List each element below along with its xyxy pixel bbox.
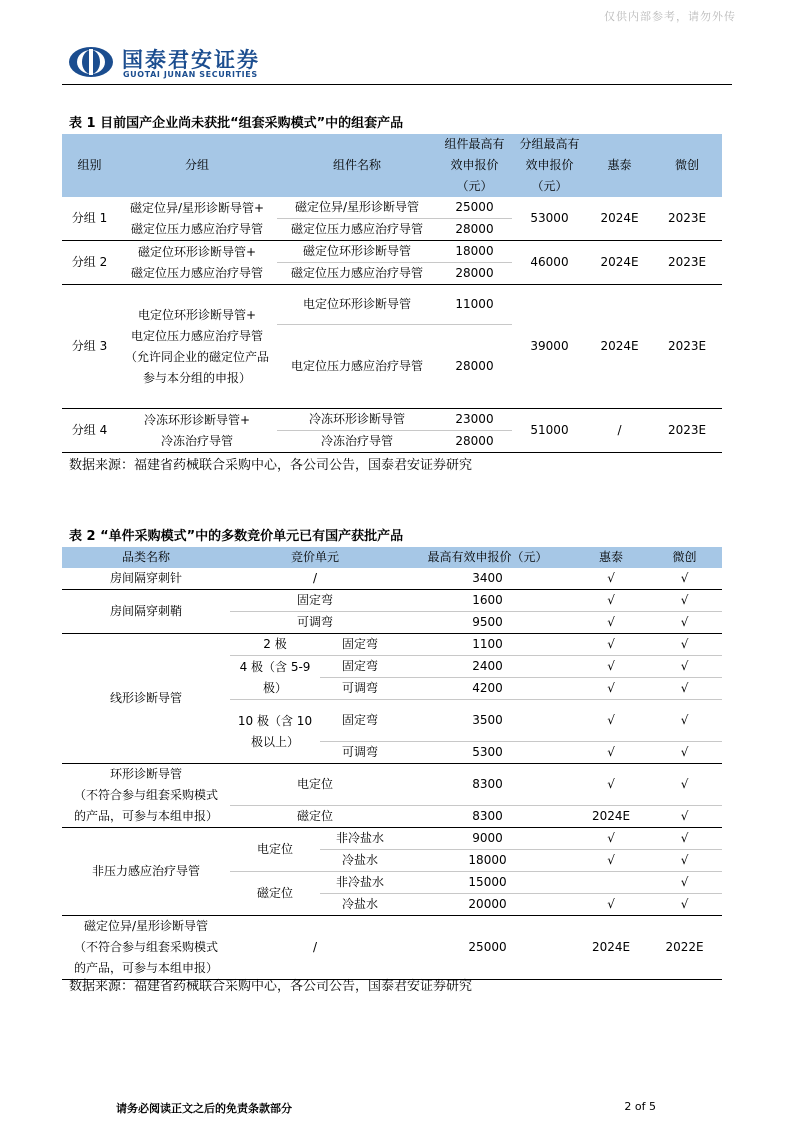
component-name: 电定位环形诊断导管 bbox=[302, 297, 411, 311]
bid-unit-pole: 2 极 bbox=[263, 637, 287, 651]
huitai-status: 2024E bbox=[587, 285, 652, 409]
weichuang-status: 2023E bbox=[652, 241, 722, 285]
weichuang-status: 2023E bbox=[652, 197, 722, 241]
max-price: 1600 bbox=[472, 593, 503, 607]
bid-unit-pole: 4 极（含 5-9 极） bbox=[230, 656, 320, 700]
bid-unit-curve: 可调弯 bbox=[320, 742, 400, 764]
bid-unit-saline: 冷盐水 bbox=[320, 894, 400, 916]
table2-header-row bbox=[62, 547, 722, 568]
weichuang-status: √ bbox=[647, 700, 722, 742]
group-label: 分组 2 bbox=[62, 241, 117, 285]
component-price: 23000 bbox=[455, 412, 494, 426]
component-price: 28000 bbox=[437, 263, 512, 285]
max-price: 4200 bbox=[400, 678, 575, 700]
weichuang-status: 2022E bbox=[647, 916, 722, 980]
category-name: 非压力感应治疗导管 bbox=[62, 828, 230, 916]
weichuang-status: √ bbox=[647, 742, 722, 764]
bid-unit: 可调弯 bbox=[230, 612, 400, 634]
component-name: 磁定位压力感应治疗导管 bbox=[277, 263, 437, 285]
table2 bbox=[62, 547, 722, 980]
huitai-status: 2024E bbox=[575, 916, 647, 980]
weichuang-status: √ bbox=[680, 777, 689, 791]
table-row bbox=[62, 409, 722, 431]
huitai-status: √ bbox=[575, 742, 647, 764]
bid-unit-curve: 固定弯 bbox=[342, 637, 379, 651]
category-name: 线形诊断导管 bbox=[62, 634, 230, 764]
col-header-huitai: 惠泰 bbox=[575, 547, 647, 568]
group-price: 53000 bbox=[512, 197, 587, 241]
subgroup-name: 磁定位环形诊断导管+ 磁定位压力感应治疗导管 bbox=[117, 241, 277, 285]
table-row bbox=[62, 634, 722, 656]
bid-unit-saline: 冷盐水 bbox=[320, 850, 400, 872]
weichuang-status: √ bbox=[647, 850, 722, 872]
bid-unit: 磁定位 bbox=[230, 806, 400, 828]
max-price: 25000 bbox=[400, 916, 575, 980]
group-price: 39000 bbox=[512, 285, 587, 409]
huitai-status: / bbox=[587, 409, 652, 453]
huitai-status: √ bbox=[575, 678, 647, 700]
category-name: 房间隔穿刺鞘 bbox=[62, 590, 230, 634]
col-header-unit: 竞价单元 bbox=[230, 547, 400, 568]
huitai-status: √ bbox=[575, 656, 647, 678]
component-price: 18000 bbox=[455, 244, 494, 258]
huitai-status: √ bbox=[575, 612, 647, 634]
group-label: 分组 4 bbox=[62, 409, 117, 453]
weichuang-status: √ bbox=[647, 678, 722, 700]
weichuang-status: 2023E bbox=[652, 409, 722, 453]
component-price: 28000 bbox=[437, 325, 512, 409]
subgroup-name: 冷冻环形诊断导管+ 冷冻治疗导管 bbox=[117, 409, 277, 453]
huitai-status: √ bbox=[575, 850, 647, 872]
table-row bbox=[62, 828, 722, 850]
table2-source: 数据来源：福建省药械联合采购中心，各公司公告，国泰君安证券研究 bbox=[69, 979, 473, 994]
component-name: 电定位压力感应治疗导管 bbox=[277, 325, 437, 409]
group-label: 分组 3 bbox=[62, 285, 117, 409]
brand-name-cn: 国泰君安证券 bbox=[122, 48, 260, 72]
weichuang-status: √ bbox=[647, 806, 722, 828]
col-header-group: 组别 bbox=[62, 134, 117, 197]
group-price: 51000 bbox=[512, 409, 587, 453]
max-price: 9000 bbox=[472, 831, 503, 845]
group-label: 分组 1 bbox=[62, 197, 117, 241]
weichuang-status: √ bbox=[680, 593, 689, 607]
component-name: 磁定位环形诊断导管 bbox=[302, 244, 411, 258]
table-row bbox=[62, 764, 722, 806]
max-price: 18000 bbox=[400, 850, 575, 872]
huitai-status: √ bbox=[607, 637, 615, 651]
col-header-subgroup: 分组 bbox=[117, 134, 277, 197]
header-divider bbox=[62, 84, 732, 85]
col-header-group-price: 分组最高有 效申报价 （元） bbox=[512, 134, 587, 197]
logo-emblem-icon bbox=[68, 46, 114, 78]
max-price: 1100 bbox=[472, 637, 503, 651]
bid-unit-saline: 非冷盐水 bbox=[320, 872, 400, 894]
category-name: 磁定位异/星形诊断导管 （不符合参与组套采购模式 的产品，可参与本组申报） bbox=[62, 916, 230, 980]
bid-unit: / bbox=[230, 568, 400, 590]
max-price: 2400 bbox=[400, 656, 575, 678]
huitai-status: 2024E bbox=[587, 241, 652, 285]
weichuang-status: √ bbox=[647, 568, 722, 590]
weichuang-status: √ bbox=[680, 637, 689, 651]
bid-unit-curve: 可调弯 bbox=[320, 678, 400, 700]
huitai-status: √ bbox=[607, 593, 615, 607]
bid-unit: 电定位 bbox=[297, 777, 334, 791]
max-price: 9500 bbox=[400, 612, 575, 634]
table-row bbox=[62, 285, 722, 325]
weichuang-status: √ bbox=[680, 831, 689, 845]
subgroup-name: 磁定位异/星形诊断导管+ 磁定位压力感应治疗导管 bbox=[117, 197, 277, 241]
weichuang-status: √ bbox=[647, 656, 722, 678]
max-price: 15000 bbox=[400, 872, 575, 894]
max-price: 8300 bbox=[400, 806, 575, 828]
bid-unit: / bbox=[230, 916, 400, 980]
bid-unit-pole: 10 极（含 10 极以上） bbox=[230, 700, 320, 764]
table-row bbox=[62, 241, 722, 263]
bid-unit-curve: 固定弯 bbox=[320, 700, 400, 742]
component-name: 冷冻治疗导管 bbox=[277, 431, 437, 453]
huitai-status bbox=[575, 872, 647, 894]
table1-source: 数据来源：福建省药械联合采购中心，各公司公告，国泰君安证券研究 bbox=[69, 458, 473, 473]
component-price: 11000 bbox=[455, 297, 494, 311]
table1 bbox=[62, 134, 722, 453]
table1-header-row bbox=[62, 134, 722, 197]
col-header-category: 品类名称 bbox=[62, 547, 230, 568]
brand-name-en: GUOTAI JUNAN SECURITIES bbox=[123, 70, 258, 79]
component-price: 28000 bbox=[437, 431, 512, 453]
component-name: 磁定位压力感应治疗导管 bbox=[277, 219, 437, 241]
col-header-huitai: 惠泰 bbox=[587, 134, 652, 197]
bid-unit-position: 电定位 bbox=[256, 842, 293, 856]
table1-caption: 表 1 目前国产企业尚未获批“组套采购模式”中的组套产品 bbox=[69, 116, 404, 131]
subgroup-name: 电定位环形诊断导管+ 电定位压力感应治疗导管 （允许同企业的磁定位产品 参与本分组的申报） bbox=[117, 285, 277, 409]
weichuang-status: √ bbox=[647, 894, 722, 916]
component-name: 磁定位异/星形诊断导管 bbox=[294, 200, 420, 214]
bid-unit: 固定弯 bbox=[297, 593, 334, 607]
component-price: 28000 bbox=[437, 219, 512, 241]
huitai-status: √ bbox=[575, 700, 647, 742]
company-logo bbox=[68, 44, 298, 80]
table2-caption: 表 2 “单件采购模式”中的多数竞价单元已有国产获批产品 bbox=[69, 529, 404, 544]
col-header-weichuang: 微创 bbox=[652, 134, 722, 197]
max-price: 5300 bbox=[400, 742, 575, 764]
weichuang-status: √ bbox=[647, 612, 722, 634]
huitai-status: √ bbox=[607, 777, 615, 791]
table-row bbox=[62, 916, 722, 980]
category-name: 房间隔穿刺针 bbox=[62, 568, 230, 590]
max-price: 8300 bbox=[472, 777, 503, 791]
col-header-component-price: 组件最高有 效申报价 （元） bbox=[437, 134, 512, 197]
watermark-text: 仅供内部参考，请勿外传 bbox=[604, 10, 736, 23]
weichuang-status: √ bbox=[647, 872, 722, 894]
col-header-price: 最高有效申报价（元） bbox=[400, 547, 575, 568]
category-name: 环形诊断导管 （不符合参与组套采购模式 的产品，可参与本组申报） bbox=[62, 764, 230, 828]
max-price: 20000 bbox=[400, 894, 575, 916]
huitai-status: √ bbox=[607, 831, 615, 845]
bid-unit-curve: 固定弯 bbox=[320, 656, 400, 678]
table-row bbox=[62, 568, 722, 590]
huitai-status: √ bbox=[575, 568, 647, 590]
max-price: 3400 bbox=[400, 568, 575, 590]
bid-unit-position: 磁定位 bbox=[230, 872, 320, 916]
bid-unit-saline: 非冷盐水 bbox=[336, 831, 385, 845]
table-row bbox=[62, 197, 722, 219]
footer-disclaimer: 请务必阅读正文之后的免责条款部分 bbox=[116, 1102, 292, 1115]
huitai-status: 2024E bbox=[587, 197, 652, 241]
max-price: 3500 bbox=[400, 700, 575, 742]
col-header-weichuang: 微创 bbox=[647, 547, 722, 568]
component-name: 冷冻环形诊断导管 bbox=[308, 412, 405, 426]
huitai-status: √ bbox=[575, 894, 647, 916]
col-header-component: 组件名称 bbox=[277, 134, 437, 197]
huitai-status: 2024E bbox=[575, 806, 647, 828]
page-number: 2 of 5 bbox=[624, 1100, 656, 1113]
weichuang-status: 2023E bbox=[652, 285, 722, 409]
group-price: 46000 bbox=[512, 241, 587, 285]
component-price: 25000 bbox=[455, 200, 494, 214]
table-row bbox=[62, 590, 722, 612]
